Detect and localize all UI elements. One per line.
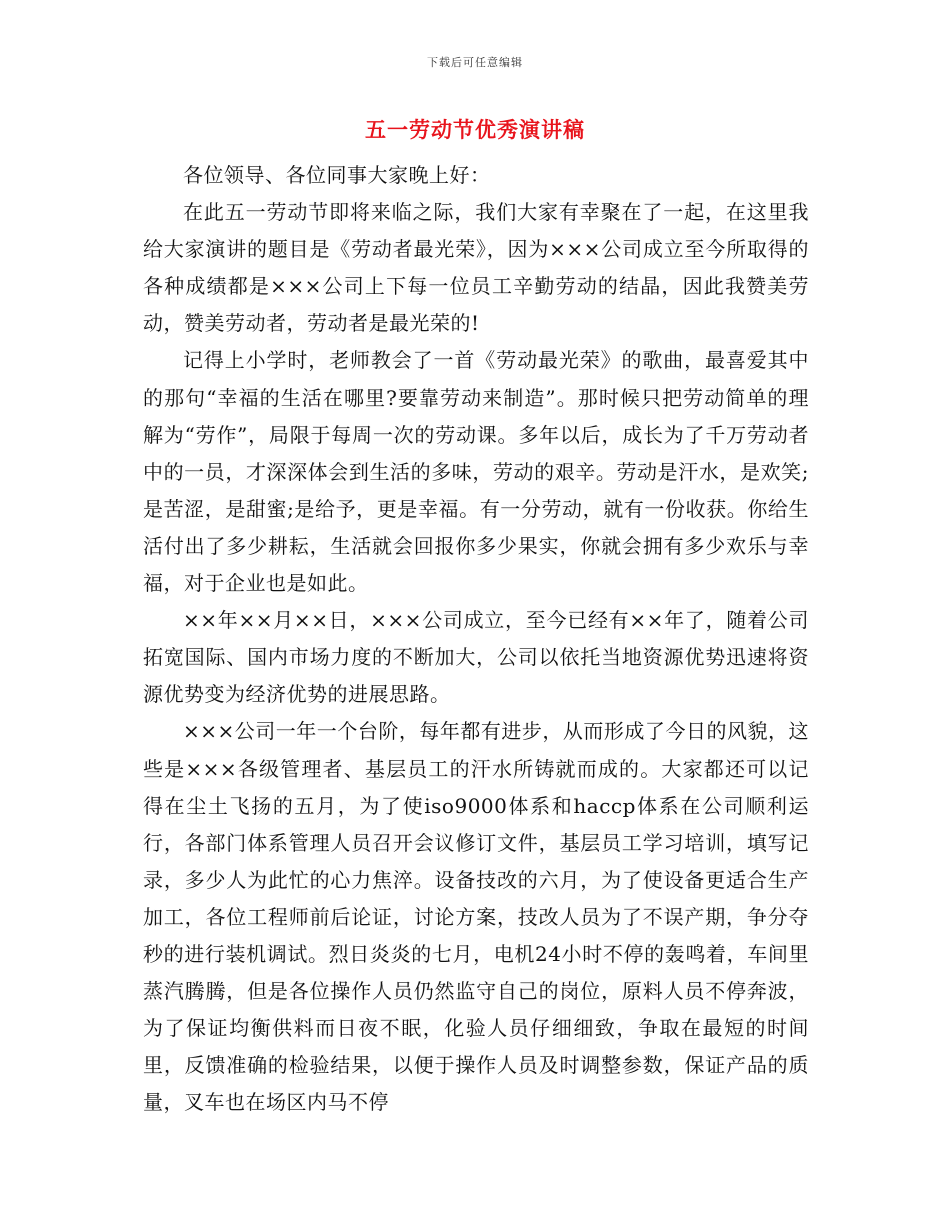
greeting-paragraph: 各位领导、各位同事大家晚上好： bbox=[183, 163, 491, 187]
body-paragraph: ×××公司一年一个台阶，每年都有进步，从而形成了今日的风貌，这些是×××各级管理者、基层员工的汗水所铸就而成的。大家都还可以记得在尘土飞扬的五月，为了使iso9000体系和haccp体系在公司顺利运行，各部门体系管理人员召开会议修订文件，基层员工学习培训，填写记录，多少人为此忙的心力焦淬。设备技改的六月，为了使设备更适合生产加工，各位工程师前后论证，讨论方案，技改人员为了不误产期，争分夺秒的进行装机调试。烈日炎炎的七月，电机24小时不停的轰鸣着，车间里蒸汽腾腾，但是各位操作人员仍然监守自己的岗位，原料人员不停奔波，为了保证均衡供料而日夜不眠，化验人员仔细细致，争取在最短的时间里，反馈准确的检验结果，以便于操作人员及时调整参数，保证产品的质量，叉车也在场区内马不停 bbox=[143, 719, 809, 1115]
body-paragraph: 在此五一劳动节即将来临之际，我们大家有幸聚在了一起，在这里我给大家演讲的题目是《劳动者最光荣》，因为×××公司成立至今所取得的各种成绩都是×××公司上下每一位员工辛勤劳动的结晶，因此我赞美劳动，赞美劳动者，劳动者是最光荣的! bbox=[143, 200, 809, 336]
header-note: 下载后可任意编辑 bbox=[427, 56, 523, 69]
document-title: 五一劳动节优秀演讲稿 bbox=[365, 118, 585, 142]
document-body bbox=[143, 157, 809, 1121]
body-paragraph: 记得上小学时，老师教会了一首《劳动最光荣》的歌曲，最喜爱其中的那句“幸福的生活在哪里?要靠劳动来制造”。那时候只把劳动简单的理解为“劳作”，局限于每周一次的劳动课。多年以后，成长为了千万劳动者中的一员，才深深体会到生活的多味，劳动的艰辛。劳动是汗水，是欢笑;是苦涩，是甜蜜;是给予，更是幸福。有一分劳动，就有一份收获。你给生活付出了多少耕耘，生活就会回报你多少果实，你就会拥有多少欢乐与幸福，对于企业也是如此。 bbox=[143, 348, 809, 596]
body-paragraph: ××年××月××日，×××公司成立，至今已经有××年了，随着公司拓宽国际、国内市场力度的不断加大，公司以依托当地资源优势迅速将资源优势变为经济优势的进展思路。 bbox=[143, 608, 809, 707]
